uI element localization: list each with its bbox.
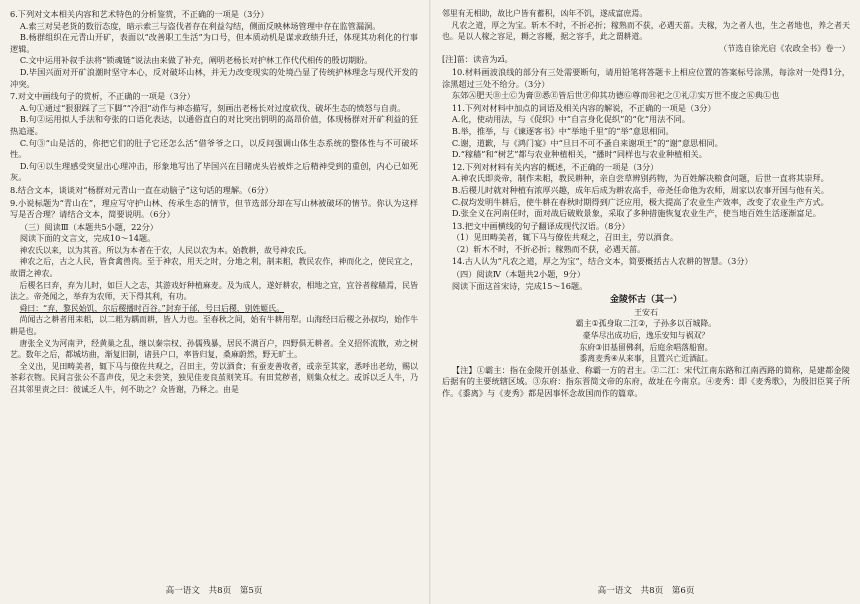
question-7-option-c: C.句③“山是活的，你把它们的肚子它还怎么活”借爷爷之口，以反问强调山体生态系统的整体性与不可破坏性。 xyxy=(10,137,418,160)
passage-ending: 凡农之道，厚之为宝。斩木不时，不折必折；稼熟而不获，必遇天菑。夫稼，为之者人也，生之者地也，养之者天也。是以人稼之容足，耨之容耰，据之容手，此之谓耕道。 xyxy=(442,20,850,42)
poem-line: 东府③旧基留佛刹，后庭余唱落船窗。 xyxy=(579,342,713,352)
question-13-sentence-1: （1）见田畴美者，辄下马与僚佐共观之，召田主，劳以酒食。 xyxy=(451,232,679,243)
question-11-option-d: D.“稼穑”和“树艺”都与农业种植相关，“播时”同样也与农业种植相关。 xyxy=(451,149,707,160)
poem-note: 【注】①霸主：指在金陵开创基业、称霸一方的君主。②二江：宋代江南东路和江南西路的简称，是建都金陵后据有的主要统辖区域。③东府：指东晋简文帝的东府，故址在今南京。④麦秀：即《麦秀歌》，为殷旧臣箕子所作。《黍离》与《麦秀》都是因事怀念故国而作的篇章。 xyxy=(442,364,850,398)
page-footer: 高一语文 共8页 第5页 xyxy=(165,586,263,597)
passage-paragraph: 后稷名曰弃，弃为儿时，如巨人之志，其游戏好种植麻麦。及为成人，遂好耕农，相地之宜，宜谷者稼穑焉，民皆法之。帝尧闻之，举弃为农师，天下得其利，有功。 xyxy=(10,280,418,302)
page-fold-divider xyxy=(429,0,431,604)
question-9: 9.小说标题为“青山在”，理应写守护山林、传承生态的情节，但节选部分却在写山林被破坏的情节。你认为这样写是否合理？请结合文本，简要说明。（6分） xyxy=(10,197,418,220)
question-6-option-d: D.毕国兴面对开矿浪潮时坚守本心，反对破坏山林，并无力改变现实的处境凸显了传统护林理念与现代开发的冲突。 xyxy=(10,66,418,89)
passage-continued: 邻里有无相助，故比户皆有蓄积，凶年不饥，遂成富庶焉。 xyxy=(442,9,648,18)
passage-paragraph: 全义出，见田畴美者，辄下马与僚佐共观之，召田主，劳以酒食；有蚕麦善收者，或亲至其家，悉呼出老幼，赐以茶彩衣物。民间言张公不喜声伎，见之未尝笑，独见佳麦良茧则笑耳。有田荒秽者，则集众杖之。或诉以乏人牛，乃召其邻里责之曰：彼诚乏人牛，何不助之？众皆谢，乃释之。由是 xyxy=(10,361,418,394)
passage-source: （节选自徐光启《农政全书》卷一） xyxy=(718,42,850,53)
question-8: 8.结合文本，谈谈对“杨群对元青山一直在动脑子”这句话的理解。（6分） xyxy=(10,184,273,195)
question-7-stem: 7.对文中画线句子的赏析，不正确的一项是（3分） xyxy=(10,91,195,102)
passage-paragraph: 神农氏以来，以为其首。所以为本者在于农，人民以农为本。始教耕，故号神农氏。 xyxy=(19,245,312,255)
passage-paragraph: 神农之后，古之人民，皆食禽兽肉。至于神农，用天之时，分地之利，制耒耜，教民农作，神而化之，使民宜之，故谓之神农。 xyxy=(10,257,418,279)
question-13-sentence-2: （2）斩木不时，不折必折；稼熟而不获，必遇天菑。 xyxy=(451,243,646,254)
section-4-intro: 阅读下面这首宋诗，完成15～16题。 xyxy=(451,280,588,291)
question-11-option-c: C.谢，道歉，与《鸿门宴》中“旦日不可不蚤自来谢项王”的“谢”意思相同。 xyxy=(451,137,723,148)
page-footer: 高一语文 共8页 第6页 xyxy=(597,586,695,597)
section-3-heading: （三）阅读Ⅲ（本题共5小题，22分） xyxy=(19,221,158,232)
section-3-intro: 阅读下面的文言文，完成10～14题。 xyxy=(19,233,156,244)
passage-paragraph: 尚闻古之耕者用耒耜，以二耜为耦而耕，皆人力也。至春秋之间，始有牛耕用犁。山海经曰后稷之孙叔均，始作牛耕是也。 xyxy=(10,315,418,337)
question-12-option-a: A.神农氏即炎帝，制作耒耜，教民耕种，亲自尝草辨别药物，为百姓解决粮食问题，后世一直将其崇拜。 xyxy=(451,173,829,184)
question-11-option-b: B.举，推举，与《谏逐客书》中“举地千里”的“举”意思相同。 xyxy=(451,125,674,136)
passage-annotation: [注]菑：读音为zī。 xyxy=(442,54,513,65)
question-11-stem: 11.下列对材料中加点的词语及相关内容的解说，不正确的一项是（3分） xyxy=(451,102,716,113)
poem-title: 金陵怀古（其一） xyxy=(609,295,682,306)
question-6-stem: 6.下列对文本相关内容和艺术特色的分析鉴赏，不正确的一项是（3分） xyxy=(10,9,269,19)
question-12-option-d: D.张全义在河南任时，面对战后破败景象，采取了多种措施恢复农业生产，使当地百姓生活逐渐富足。 xyxy=(451,208,821,219)
question-6-option-c: C.文中运用补叙手法将“锁魂链”说法由来做了补充，阐明老杨长对护林工作代代相传的殷切期盼。 xyxy=(19,55,373,66)
question-14: 14.古人认为“凡农之道，厚之为宝”，结合文本，简要概括古人农耕的智慧。（3分） xyxy=(451,256,753,267)
question-13-stem: 13.把文中画横线的句子翻译成现代汉语。（8分） xyxy=(451,220,630,231)
poem-line: 黍离麦秀④从来事，且置兴亡近酒缸。 xyxy=(579,354,713,364)
question-11-option-a: A.化，使动用法，与《促织》中“自言身化促织”的“化”用法不同。 xyxy=(451,114,690,125)
poem-line: 豪华尽出成功后，逸乐安知与祸双？ xyxy=(582,331,710,341)
passage-paragraph: 舜曰：“弃，黎民始饥，尔后稷播时百谷。”封弃于邰，号曰后稷，别姓姬氏。 xyxy=(19,303,285,313)
question-12-option-c: C.叔均发明牛耕后，使牛耕在春秋时期得到广泛应用，极大提高了农业生产效率，改变了农业生产方式。 xyxy=(451,196,829,207)
question-10-sentence: 东郊Ⓐ肥天Ⓑ土Ⓒ为膏Ⓓ悉Ⓔ皆后世Ⓕ仰其功德Ⓖ尊而Ⓗ祀之Ⓘ礼Ⓙ实万世不废之Ⓚ典Ⓛ也 xyxy=(451,90,780,101)
question-12-option-b: B.后稷儿时就对种植有浓厚兴趣，成年后成为耕农高手，帝尧任命他为农师，周家以农事开国与他有关。 xyxy=(451,184,829,195)
passage-paragraph: 唐张全义为河南尹，经黄巢之乱，继以秦宗权、孙儒残暴，居民不满百户，四野俱无耕者。全义招怀流散，劝之树艺。数年之后，都城坊曲，渐复旧制，诸县户口，率皆归复，桑麻蔚然，野无旷土。 xyxy=(10,338,418,360)
poem-author: 王安石 xyxy=(634,307,658,317)
question-6-option-b: B.杨群组织在元青山开矿，表面以“改善职工生活”为口号，但本质动机是谋求政绩升迁，体现其功利化的行事逻辑。 xyxy=(10,32,418,54)
right-page xyxy=(432,0,860,604)
left-page xyxy=(0,0,428,604)
question-7-option-a: A.句①通过“狠狠踩了三下脚”“冷泪”动作与神态描写，刻画出老杨长对过度砍伐、破坏生态的愤怒与自责。 xyxy=(19,102,406,113)
question-12-stem: 12.下列对材料有关内容的概述，不正确的一项是（3分） xyxy=(451,161,659,172)
question-7-option-b: B.句②运用拟人手法和夸张的口语化表达，以通俗直白的对比突出钥明的高昂价值，体现杨群对开矿利益的狂热追逐。 xyxy=(10,114,418,136)
question-7-option-d: D.句④以生理感受突显出心理冲击，形象地写出了毕国兴在目睹虎头岩被炸之后精神受到的重创，内心已如死灰。 xyxy=(10,160,418,183)
question-10-stem: 10.材料画波浪线的部分有三处需要断句，请用铅笔将答题卡上相应位置的答案标号涂黑，每涂对一处得1分，涂黑超过三处不给分。（3分） xyxy=(442,66,850,89)
question-6-option-a: A.索三对吴老货的数衍态度，暗示索三与盗伐者存在利益勾结，侧面反映林场管理中存在监管漏洞。 xyxy=(19,20,381,31)
section-4-heading: （四）阅读Ⅳ（本题共2小题，9分） xyxy=(451,269,586,280)
poem-line: 霸主①孤身取二江②，子孙多以百城降。 xyxy=(575,319,717,329)
